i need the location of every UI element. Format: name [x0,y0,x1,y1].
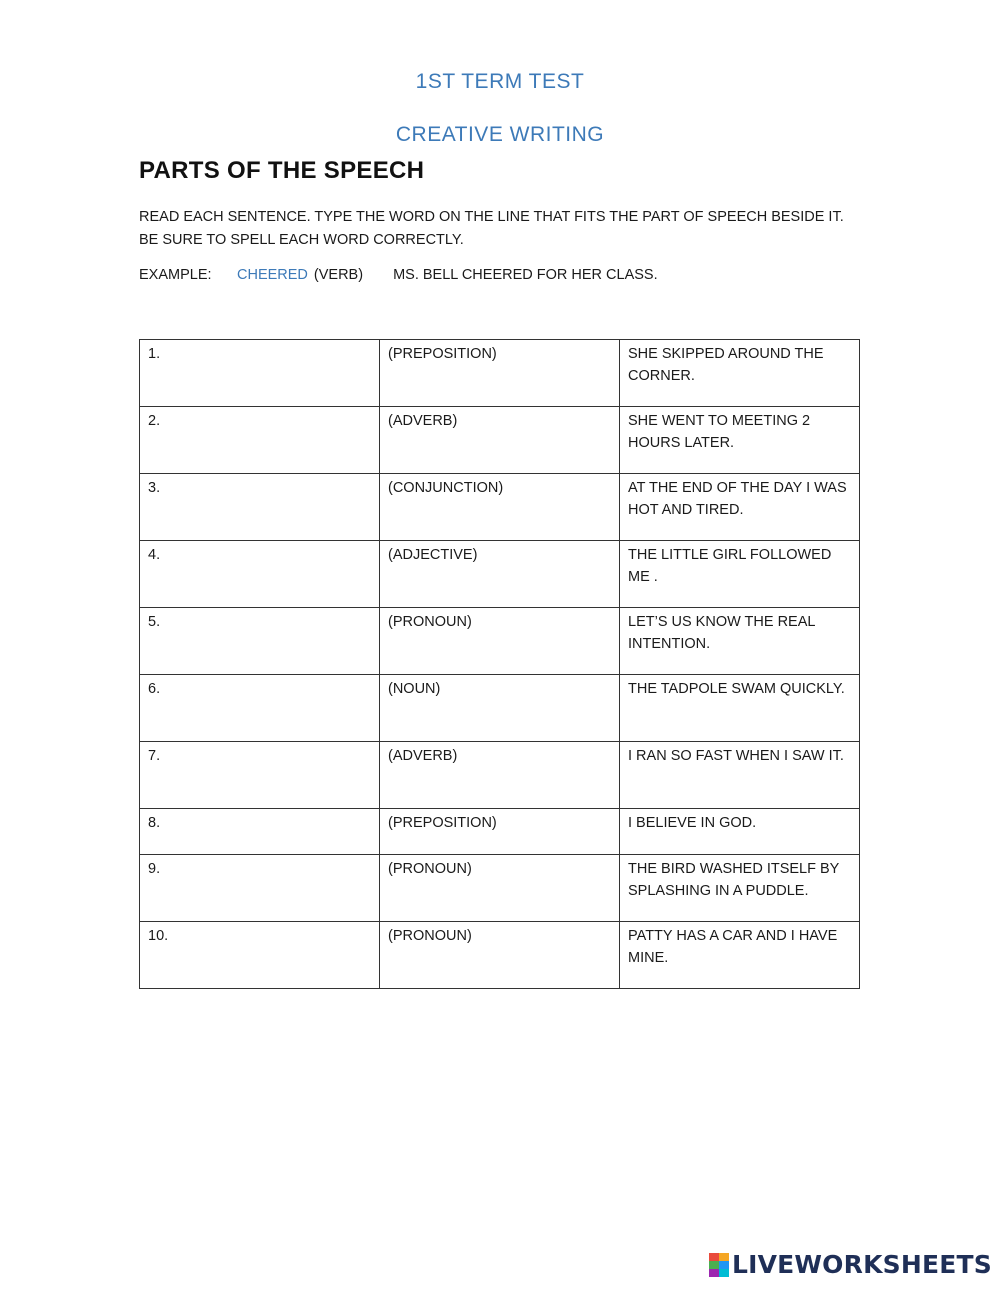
part-of-speech-cell: (NOUN) [380,675,620,742]
liveworksheets-logo-icon [709,1253,729,1277]
example-part-of-speech: (VERB) [313,267,364,283]
item-number: 5. [148,614,161,630]
sentence-cell: PATTY HAS A CAR AND I HAVE MINE. [620,922,860,989]
item-number: 9. [148,861,161,877]
item-number: 3. [148,480,161,496]
sentence-cell: THE LITTLE GIRL FOLLOWED ME . [620,541,860,608]
logo-square [719,1269,729,1277]
answer-cell[interactable] [140,809,380,855]
sentence-cell: SHE SKIPPED AROUND THE CORNER. [620,340,860,407]
part-of-speech-cell: (CONJUNCTION) [380,474,620,541]
logo-square [709,1261,719,1269]
item-number: 6. [148,681,161,697]
sentence-cell: I BELIEVE IN GOD. [620,809,860,855]
sentence-cell: THE TADPOLE SWAM QUICKLY. [620,675,860,742]
test-title: 1ST TERM TEST [415,70,585,93]
part-of-speech-cell: (PREPOSITION) [380,809,620,855]
example-label: EXAMPLE: [139,267,212,283]
answer-cell[interactable] [140,922,380,989]
answer-cell[interactable] [140,855,380,922]
table-row [140,340,860,407]
example-sentence: MS. BELL CHEERED FOR HER CLASS. [393,267,658,283]
sentence-cell: LET’S US KNOW THE REAL INTENTION. [620,608,860,675]
part-of-speech-cell: (ADVERB) [380,407,620,474]
logo-square [709,1253,719,1261]
sentence-cell: I RAN SO FAST WHEN I SAW IT. [620,742,860,809]
table-row [140,407,860,474]
answer-cell[interactable] [140,407,380,474]
part-of-speech-cell: (ADVERB) [380,742,620,809]
table-row [140,608,860,675]
part-of-speech-cell: (ADJECTIVE) [380,541,620,608]
table-row [140,922,860,989]
item-number: 4. [148,547,161,563]
answer-cell[interactable] [140,675,380,742]
parts-of-speech-table [139,339,860,989]
part-of-speech-cell: (PRONOUN) [380,922,620,989]
example-word: CHEERED [237,267,308,283]
table-row [140,541,860,608]
logo-square [719,1253,729,1261]
example-line [139,267,658,283]
part-of-speech-cell: (PRONOUN) [380,608,620,675]
sentence-cell: THE BIRD WASHED ITSELF BY SPLASHING IN A PUDDLE. [620,855,860,922]
sentence-cell: SHE WENT TO MEETING 2 HOURS LATER. [620,407,860,474]
part-of-speech-cell: (PREPOSITION) [380,340,620,407]
answer-cell[interactable] [140,742,380,809]
item-number: 2. [148,413,161,429]
answer-cell[interactable] [140,608,380,675]
liveworksheets-logo[interactable] [709,1250,992,1279]
item-number: 1. [148,346,161,362]
page-heading: PARTS OF THE SPEECH [139,157,425,184]
item-number: 7. [148,748,161,764]
logo-square [709,1269,719,1277]
instructions-text: READ EACH SENTENCE. TYPE THE WORD ON THE LINE THAT FITS THE PART OF SPEECH BESIDE IT. BE SURE TO SPELL EACH WORD CORRECTLY. [139,209,844,248]
liveworksheets-wordmark: LIVEWORKSHEETS [731,1250,992,1279]
table-row [140,675,860,742]
subject-title: CREATIVE WRITING [395,123,605,146]
sentence-cell: AT THE END OF THE DAY I WAS HOT AND TIRED. [620,474,860,541]
answer-cell[interactable] [140,541,380,608]
item-number: 8. [148,815,161,831]
table-row [140,742,860,809]
table-row [140,474,860,541]
answer-cell[interactable] [140,474,380,541]
table-row [140,855,860,922]
table-row [140,809,860,855]
part-of-speech-cell: (PRONOUN) [380,855,620,922]
logo-square [719,1261,729,1269]
item-number: 10. [148,928,169,944]
answer-cell[interactable] [140,340,380,407]
